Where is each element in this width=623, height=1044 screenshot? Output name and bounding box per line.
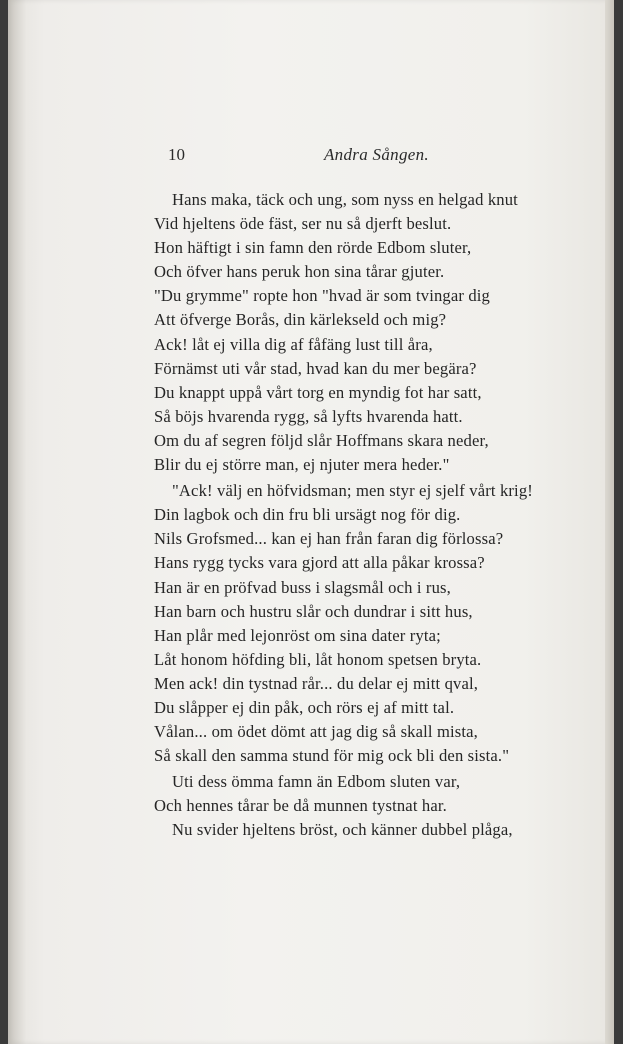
page-number: 10 [168,145,185,164]
running-title: Andra Sången. [324,145,429,164]
verse-line: Förnämst uti vår stad, hvad kan du mer begära? [154,358,477,378]
verse-line: "Du grymme" ropte hon "hvad är som tvingar dig [154,286,490,306]
verse-line: Du slåpper ej din påk, och rörs ej af mitt tal. [154,697,455,717]
verse-line: Hon häftigt i sin famn den rörde Edbom sluter, [154,238,472,258]
verse-line: Vid hjeltens öde fäst, ser nu så djerft beslut. [154,214,452,234]
stanza [154,770,604,842]
verse-line: Uti dess ömma famn än Edbom sluten var, [172,772,461,792]
verse-line: Låt honom höfding bli, låt honom spetsen bryta. [154,649,482,669]
verse-line: "Ack! välj en höfvidsman; men styr ej sjelf vårt krig! [172,481,533,501]
verse-line: Han barn och hustru slår och dundrar i sitt hus, [154,601,473,621]
verse-line: Men ack! din tystnad rår... du delar ej mitt qval, [154,673,479,693]
verse-line: Blir du ej större man, ej njuter mera heder." [154,455,450,475]
verse-line: Så böjs hvarenda rygg, så lyfts hvarenda hatt. [154,406,463,426]
verse-line: Nils Grofsmed... kan ej han från faran dig förlossa? [154,529,504,549]
verse-line: Din lagbok och din fru bli ursägt nog för dig. [154,505,461,525]
verse-line: Och hennes tårar be då munnen tystnat har. [154,796,447,816]
stanza [154,188,604,477]
page-edge [605,0,614,1044]
verse-line: Han plår med lejonröst om sina dater ryta; [154,625,441,645]
verse-line: Han är en pröfvad buss i slagsmål och i rus, [154,577,451,597]
running-header [158,145,468,171]
stanza [154,479,604,768]
verse-line: Du knappt uppå vårt torg en myndig fot har satt, [154,382,482,402]
verse-line: Hans maka, täck och ung, som nyss en helgad knut [172,190,518,209]
verse-line: Och öfver hans peruk hon sina tårar gjuter. [154,262,445,282]
verse-line: Nu svider hjeltens bröst, och känner dubbel plåga, [172,820,513,840]
verse-line: Vålan... om ödet dömt att jag dig så skall mista, [154,722,478,742]
verse-line: Om du af segren följd slår Hoffmans skara neder, [154,430,489,450]
verse-line: Hans rygg tycks vara gjord att alla påkar krossa? [154,553,485,573]
poem-text [154,188,604,843]
verse-line: Att öfverge Borås, din kärlekseld och mig? [154,310,447,330]
verse-line: Så skall den samma stund för mig ock bli den sista." [154,746,510,766]
verse-line: Ack! låt ej villa dig af fåfäng lust till åra, [154,334,433,354]
